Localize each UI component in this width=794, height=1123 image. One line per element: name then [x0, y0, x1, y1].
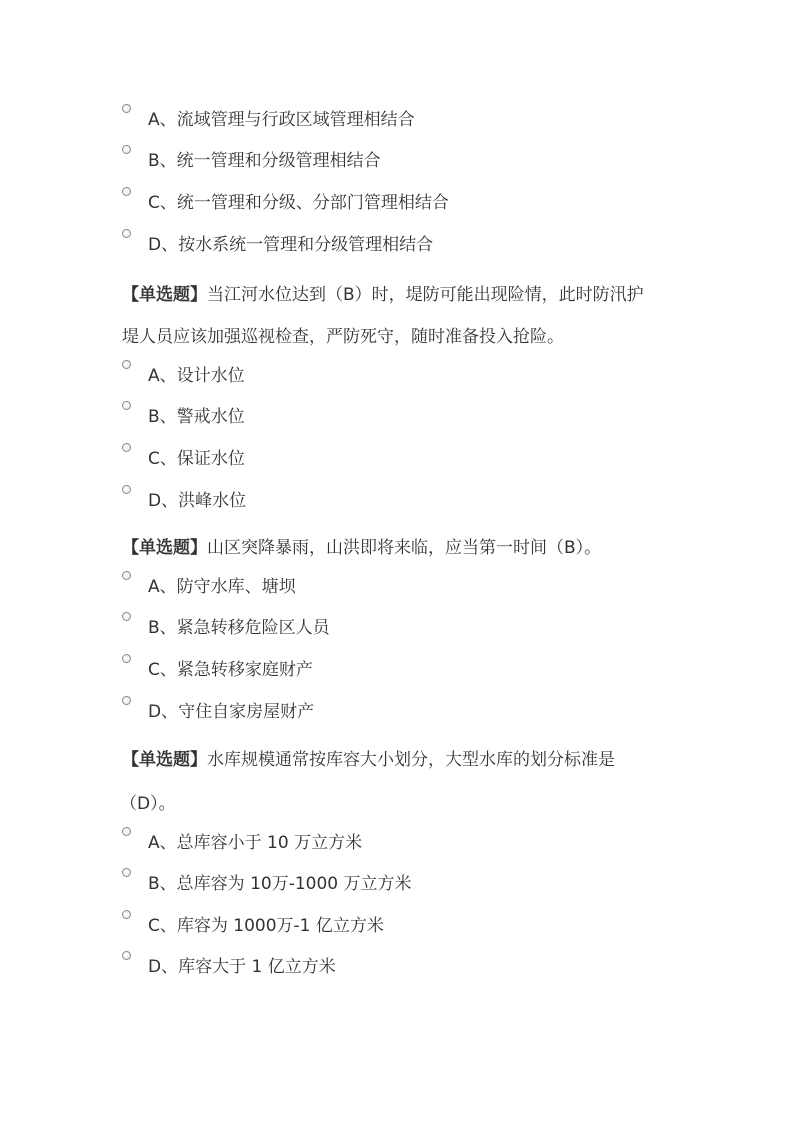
option-label: C、保证水位: [148, 449, 245, 469]
radio-button-icon[interactable]: [122, 951, 131, 960]
option-label: A、流域管理与行政区域管理相结合: [148, 110, 415, 130]
question-text: （D）。: [120, 794, 176, 814]
radio-button-icon[interactable]: [122, 401, 131, 410]
option-label: C、统一管理和分级、分部门管理相结合: [148, 193, 449, 213]
question-text: 水库规模通常按库容大小划分，大型水库的划分标准是: [207, 750, 615, 770]
option-label: A、防守水库、塘坝: [148, 577, 296, 597]
radio-button-icon[interactable]: [122, 104, 131, 113]
radio-button-icon[interactable]: [122, 485, 131, 494]
question-type-tag: 【单选题】: [122, 538, 207, 558]
radio-button-icon[interactable]: [122, 229, 131, 238]
question-type-tag: 【单选题】: [122, 750, 207, 770]
radio-button-icon[interactable]: [122, 827, 131, 836]
question-1-line-2: [122, 325, 682, 349]
question-1-line-1: [122, 283, 682, 307]
question-type-tag: 【单选题】: [122, 285, 207, 305]
option-label: D、守住自家房屋财产: [148, 702, 315, 722]
radio-button-icon[interactable]: [122, 360, 131, 369]
option-label: C、库容为 1000万-1 亿立方米: [148, 916, 384, 936]
option-label: B、警戒水位: [148, 407, 245, 427]
option-label: B、紧急转移危险区人员: [148, 618, 330, 638]
radio-button-icon[interactable]: [122, 910, 131, 919]
option-label: D、按水系统一管理和分级管理相结合: [148, 235, 434, 255]
option-label: B、总库容为 10万-1000 万立方米: [148, 874, 412, 894]
radio-button-icon[interactable]: [122, 571, 131, 580]
question-text: 当江河水位达到（B）时，堤防可能出现险情，此时防汛护: [207, 285, 644, 305]
radio-button-icon[interactable]: [122, 443, 131, 452]
option-label: D、库容大于 1 亿立方米: [148, 957, 336, 977]
option-label: A、设计水位: [148, 366, 245, 386]
radio-button-icon[interactable]: [122, 654, 131, 663]
question-text: 山区突降暴雨，山洪即将来临，应当第一时间（B）。: [207, 538, 602, 558]
question-3-line-2: [120, 792, 680, 816]
radio-button-icon[interactable]: [122, 145, 131, 154]
option-label: D、洪峰水位: [148, 491, 247, 511]
question-2-line-1: [122, 536, 682, 560]
radio-button-icon[interactable]: [122, 187, 131, 196]
option-label: A、总库容小于 10 万立方米: [148, 833, 363, 853]
option-label: C、紧急转移家庭财产: [148, 660, 313, 680]
question-text: 堤人员应该加强巡视检查，严防死守，随时准备投入抢险。: [122, 327, 564, 347]
radio-button-icon[interactable]: [122, 868, 131, 877]
question-3-line-1: [122, 748, 682, 772]
option-label: B、统一管理和分级管理相结合: [148, 151, 381, 171]
radio-button-icon[interactable]: [122, 612, 131, 621]
radio-button-icon[interactable]: [122, 696, 131, 705]
